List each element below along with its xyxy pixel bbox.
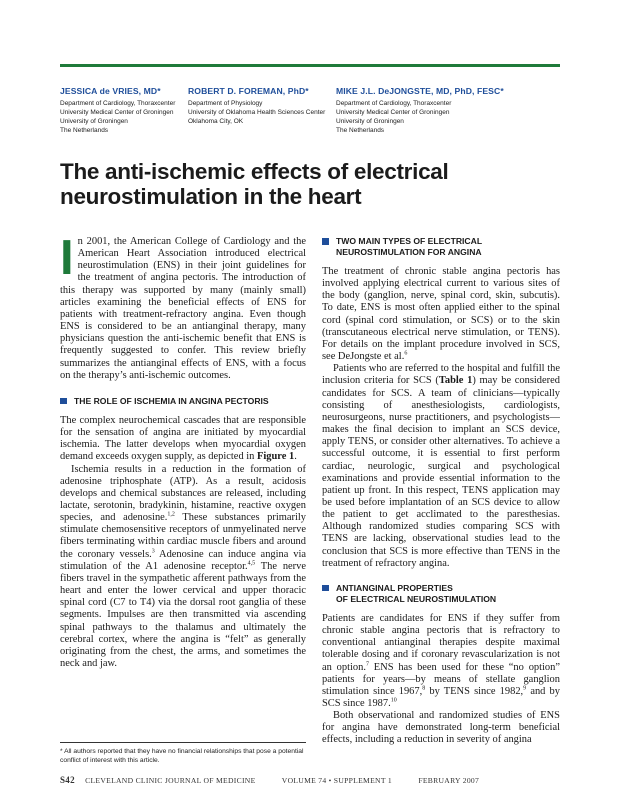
author-affiliation: Department of Cardiology, Thoraxcenter [336, 100, 452, 107]
author-name: ROBERT D. FOREMAN, PhD* [188, 86, 309, 96]
text-run: Patients who are referred to the hospital and fulfill the inclusion criteria for SCS ( [322, 363, 560, 387]
text-run: Adenosine can induce angina via stimulation of the A1 adenosine receptor. [60, 548, 306, 572]
text-run: ENS has been used for these “no option” patients for years—by means of stellate ganglion stimulation since 1967, [322, 661, 560, 697]
text-run: . [294, 451, 297, 463]
page-footer [60, 775, 560, 785]
body-paragraph [322, 266, 560, 363]
intro-paragraph [60, 231, 306, 382]
text-run: ) may be considered candidates for SCS. A team of clinicians—typically consisting of anesthesiologists, cardiologists, neurosurgeons, nurse practitioners, and psychologists—makes the final decision to implant an SCS device, apply TENS, or consider other alternatives. To achieve a successful outcome, it is essential to first perform cardiac, neurologic, surgical and psychological examinations and provide essential information to the patient up front. In this respect, TENS application may be used before implantation of an SCS device to allow the patient to get acclimated to the paresthesias. Although randomized studies comparing SCS with TENS are lacking, observational studies lead to the conclusion that SCS is more effective than TENS in the treatment of refractory angina. [322, 375, 560, 569]
body-paragraph [322, 363, 560, 570]
citation: 8 [422, 685, 426, 692]
square-bullet-icon [322, 585, 329, 592]
section-heading-antianginal [322, 583, 560, 605]
footnote: * All authors reported that they have no financial relationships that pose a potential conflict of interest with this article. [60, 748, 304, 764]
page-number: S42 [60, 775, 75, 785]
issue: VOLUME 74 • SUPPLEMENT 1 [281, 776, 392, 785]
text-run: The complex neurochemical cascades that are responsible for the sensation of angina are initiated by myocardial ischemia. The latter develops when myocardial oxygen demand exceeds oxygen supply, as depicted in [60, 414, 306, 463]
citation: 10 [390, 697, 397, 704]
body-paragraph [322, 613, 560, 710]
author-affiliation: Oklahoma City, OK [188, 118, 244, 126]
square-bullet-icon [60, 398, 67, 405]
right-column [322, 236, 560, 747]
journal-name: CLEVELAND CLINIC JOURNAL OF MEDICINE [85, 776, 256, 785]
left-column [60, 231, 306, 670]
citation: 9 [523, 685, 527, 692]
article-title: The anti-ischemic effects of electrical neurostimulation in the heart [60, 159, 449, 209]
heading-text: TWO MAIN TYPES OF ELECTRICAL [336, 236, 483, 246]
citation: 7 [365, 661, 369, 668]
author-block-3 [336, 86, 504, 135]
text-run: Patients are candidates for ENS if they suffer from chronic stable angina pectoris that is refractory to conventional antianginal therapies despite maximal tolerable dosing and if coronary revascularization is not an option. [322, 612, 560, 673]
citation: 3 [151, 548, 155, 555]
author-name: MIKE J.L. DeJONGSTE, MD, PhD, FESC* [336, 86, 504, 96]
author-affiliation: Department of Physiology [188, 100, 263, 107]
author-block-2 [188, 86, 338, 126]
intro-text: n 2001, the American College of Cardiology and the American Heart Association introduced electrical neurostimulation (ENS) in their joint guidelines for the treatment of angina pectoris. The introduction of this therapy was supported by many (mainly small) articles examining the beneficial effects of ENS for patients with treatment-refractory angina. Even though ENS is considered to be an antianginal therapy, many physicians question the anti-ischemic benefit that ENS is frequently suggested to confer. This review briefly summarizes the antianginal effects of ENS, with a focus on the therapy’s anti-ischemic outcomes. [60, 236, 306, 381]
issue-date: FEBRUARY 2007 [418, 776, 480, 785]
heading-text: NEUROSTIMULATION FOR ANGINA [336, 247, 482, 257]
author-affiliation: The Netherlands [60, 127, 109, 135]
text-run: Ischemia results in a reduction in the formation of adenosine triphosphate (ATP). As a result, acidosis develops and chemical substances are released, including lactate, serotonin, bradykinin, histamine, reactive oxygen species, and adenosine. [60, 463, 306, 524]
author-affiliation: Department of Cardiology, Thoraxcenter [60, 100, 176, 107]
top-rule [60, 64, 560, 67]
author-affiliation: University Medical Center of Groningen [336, 109, 450, 117]
citation: 1,2 [167, 511, 175, 518]
body-paragraph [60, 415, 306, 464]
text-run: The treatment of chronic stable angina pectoris has involved applying electrical current to various sites of the body (ganglion, nerve, spinal cord, skin, subcutis). To date, ENS is most often applied either to the spinal cord (spinal cord stimulation, or SCS) or to the skin (transcutaneous electrical nerve stimulation, or TENS). For details on the implant procedure involved in SCS, see DeJongste et al. [322, 266, 560, 363]
citation: 4,5 [247, 560, 256, 567]
author-affiliation: The Netherlands [336, 127, 385, 135]
author-affiliation: University of Groningen [60, 118, 128, 126]
text-run: The nerve fibers travel in the sympathetic afferent pathways from the heart and enter the lower cervical and upper thoracic spinal cord (C7 to T4) via the dorsal root ganglia of these segments. Impulses are then transmitted via ascending spinal pathways to the thalamus and ultimately the cerebral cortex, where the angina is “felt” as generally originating from the chest, the arms, and sometimes the neck and jaw. [60, 560, 306, 669]
citation: 6 [404, 350, 408, 357]
text-run: by TENS since 1982, [425, 685, 524, 697]
heading-text: THE ROLE OF ISCHEMIA IN ANGINA PECTORIS [74, 395, 269, 406]
author-affiliation: University of Groningen [336, 118, 404, 126]
section-heading-types [322, 236, 560, 258]
heading-text: ANTIANGINAL PROPERTIES [336, 582, 453, 593]
drop-cap: I [60, 231, 74, 285]
body-paragraph [60, 464, 306, 671]
text-run: These substances primarily stimulate chemosensitive receptors of unmyelinated nerve fibers terminating within cardiac muscle fibers and around the coronary vessels. [60, 512, 306, 560]
author-name: JESSICA de VRIES, MD* [60, 86, 161, 96]
square-bullet-icon [322, 238, 329, 245]
author-affiliation: University Medical Center of Groningen [60, 109, 174, 117]
text-run: and by SCS since 1987. [322, 685, 560, 709]
heading-text: OF ELECTRICAL NEUROSTIMULATION [336, 593, 497, 604]
figure-reference: Figure 1 [257, 451, 295, 463]
author-affiliation: University of Oklahoma Health Sciences Center [188, 109, 326, 117]
section-heading-ischemia [60, 396, 306, 407]
body-paragraph: Both observational and randomized studies of ENS for angina have demonstrated long-term beneficial effects, including a reduction in severity of angina [322, 710, 560, 746]
table-reference: Table 1 [438, 375, 473, 387]
footnote-rule [60, 742, 306, 743]
